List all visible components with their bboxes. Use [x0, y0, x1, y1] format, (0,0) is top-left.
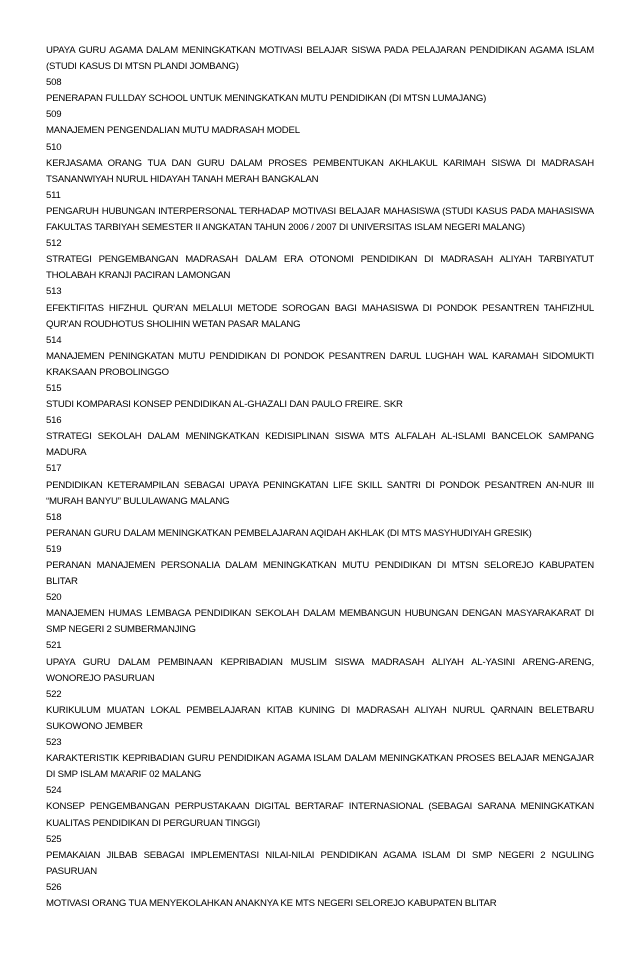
entry-520 [46, 558, 594, 606]
entry-515 [46, 349, 594, 397]
entry-title: PERANAN MANAJEMEN PERSONALIA DALAM MENINGKATKAN MUTU PENDIDIKAN DI MTSN SELOREJO KABUPATEN BLITAR [46, 560, 594, 588]
entry-number: 511 [46, 189, 61, 201]
entry-title: STRATEGI PENGEMBANGAN MADRASAH DALAM ERA OTONOMI PENDIDIKAN DI MADRASAH ALIYAH TARBIYATUT THOLABAH KRANJI PACIRAN LAMONGAN [46, 254, 594, 282]
entry-number: 512 [46, 238, 62, 250]
entry-number: 519 [46, 543, 62, 555]
entry-519 [46, 526, 594, 558]
entry-title: MANAJEMEN HUMAS LEMBAGA PENDIDIKAN SEKOLAH DALAM MEMBANGUN HUBUNGAN DENGAN MASYARAKARAT DI SMP NEGERI 2 SUMBERMANJING [46, 608, 594, 636]
entry-number: 518 [46, 511, 62, 523]
entry-513 [46, 252, 594, 300]
entry-509 [46, 91, 594, 123]
entry-525 [46, 799, 594, 847]
entry-508 [46, 43, 594, 91]
entry-final [46, 896, 594, 912]
entry-523 [46, 703, 594, 751]
entry-number: 517 [46, 463, 62, 475]
entry-title: PERANAN GURU DALAM MENINGKATKAN PEMBELAJARAN AQIDAH AKHLAK (DI MTS MASYHUDIYAH GRESIK) [46, 527, 532, 539]
entry-number: 522 [46, 688, 62, 700]
entry-number: 508 [46, 77, 62, 89]
entry-title: MANAJEMEN PENGENDALIAN MUTU MADRASAH MODEL [46, 125, 300, 137]
entry-title: PENGARUH HUBUNGAN INTERPERSONAL TERHADAP MOTIVASI BELAJAR MAHASISWA (STUDI KASUS PADA MAHASISWA FAKULTAS TARBIYAH SEMESTER II ANGKATAN TAHUN 2006 / 2007 DI UNIVERSITAS ISLAM NEGERI MALANG) [46, 205, 594, 234]
entry-number: 520 [46, 592, 62, 604]
entry-title: STRATEGI SEKOLAH DALAM MENINGKATKAN KEDISIPLINAN SISWA MTS ALFALAH AL-ISLAMI BANCELOK SAMPANG MADURA [46, 431, 594, 459]
entry-number: 525 [46, 833, 62, 845]
entry-number: 514 [46, 334, 62, 346]
entry-517 [46, 429, 594, 477]
entry-title: MANAJEMEN PENINGKATAN MUTU PENDIDIKAN DI PONDOK PESANTREN DARUL LUGHAH WAL KARAMAH SIDOMUKTI KRAKSAAN PROBOLINGGO [46, 350, 594, 378]
entry-title: KONSEP PENGEMBANGAN PERPUSTAKAAN DIGITAL BERTARAF INTERNASIONAL (SEBAGAI SARANA MENINGKATKAN KUALITAS PENDIDIKAN DI PERGURUAN TINGGI) [46, 801, 594, 829]
entry-title: UPAYA GURU DALAM PEMBINAAN KEPRIBADIAN MUSLIM SISWA MADRASAH ALIYAH AL-YASINI ARENG-ARENG, WONOREJO PASURUAN [46, 656, 594, 684]
entry-number: 526 [46, 881, 62, 893]
entry-521 [46, 606, 594, 654]
entry-510 [46, 123, 594, 155]
entry-524 [46, 751, 594, 799]
entry-title: PENERAPAN FULLDAY SCHOOL UNTUK MENINGKATKAN MUTU PENDIDIKAN (DI MTSN LUMAJANG) [46, 93, 487, 105]
entry-title: PENDIDIKAN KETERAMPILAN SEBAGAI UPAYA PENINGKATAN LIFE SKILL SANTRI DI PONDOK PESANTREN AN-NUR III “MURAH BANYU” BULULAWANG MALANG [46, 479, 594, 507]
entry-title: KURIKULUM MUATAN LOKAL PEMBELAJARAN KITAB KUNING DI MADRASAH ALIYAH NURUL QARNAIN BELETBARU SUKOWONO JEMBER [46, 704, 594, 732]
entry-title: MOTIVASI ORANG TUA MENYEKOLAHKAN ANAKNYA KE MTS NEGERI SELOREJO KABUPATEN BLITAR [46, 897, 497, 909]
entry-512 [46, 204, 594, 252]
entry-title: EFEKTIFITAS HIFZHUL QUR'AN MELALUI METODE SOROGAN BAGI MAHASISWA DI PONDOK PESANTREN TAHFIZHUL QUR'AN ROUDHOTUS SHOLIHIN WETAN PASAR MALANG [46, 302, 594, 330]
entry-title: UPAYA GURU AGAMA DALAM MENINGKATKAN MOTIVASI BELAJAR SISWA PADA PELAJARAN PENDIDIKAN AGAMA ISLAM (STUDI KASUS DI MTSN PLANDI JOMBANG) [46, 45, 594, 73]
entry-number: 523 [46, 737, 62, 749]
entry-522 [46, 655, 594, 703]
entry-511 [46, 156, 594, 204]
entry-526 [46, 848, 594, 896]
entry-number: 510 [46, 141, 62, 153]
entry-516 [46, 397, 594, 429]
entry-number: 521 [46, 640, 62, 652]
entry-title: KARAKTERISTIK KEPRIBADIAN GURU PENDIDIKAN AGAMA ISLAM DALAM MENINGKATKAN PROSES BELAJAR MENGAJAR DI SMP ISLAM MA’ARIF 02 MALANG [46, 753, 594, 781]
entry-514 [46, 301, 594, 349]
entry-number: 509 [46, 109, 62, 121]
entry-title: STUDI KOMPARASI KONSEP PENDIDIKAN AL-GHAZALI DAN PAULO FREIRE. SKR [46, 399, 403, 411]
entry-number: 515 [46, 382, 62, 394]
entry-518 [46, 478, 594, 526]
entry-number: 524 [46, 785, 62, 797]
entry-number: 516 [46, 415, 62, 427]
entry-title: PEMAKAIAN JILBAB SEBAGAI IMPLEMENTASI NILAI-NILAI PENDIDIKAN AGAMA ISLAM DI SMP NEGERI 2 NGULING PASURUAN [46, 849, 594, 877]
entry-title: KERJASAMA ORANG TUA DAN GURU DALAM PROSES PEMBENTUKAN AKHLAKUL KARIMAH SISWA DI MADRASAH TSANANWIYAH NURUL HIDAYAH TANAH MERAH BANGKALAN [46, 157, 594, 185]
entry-number: 513 [46, 286, 62, 298]
